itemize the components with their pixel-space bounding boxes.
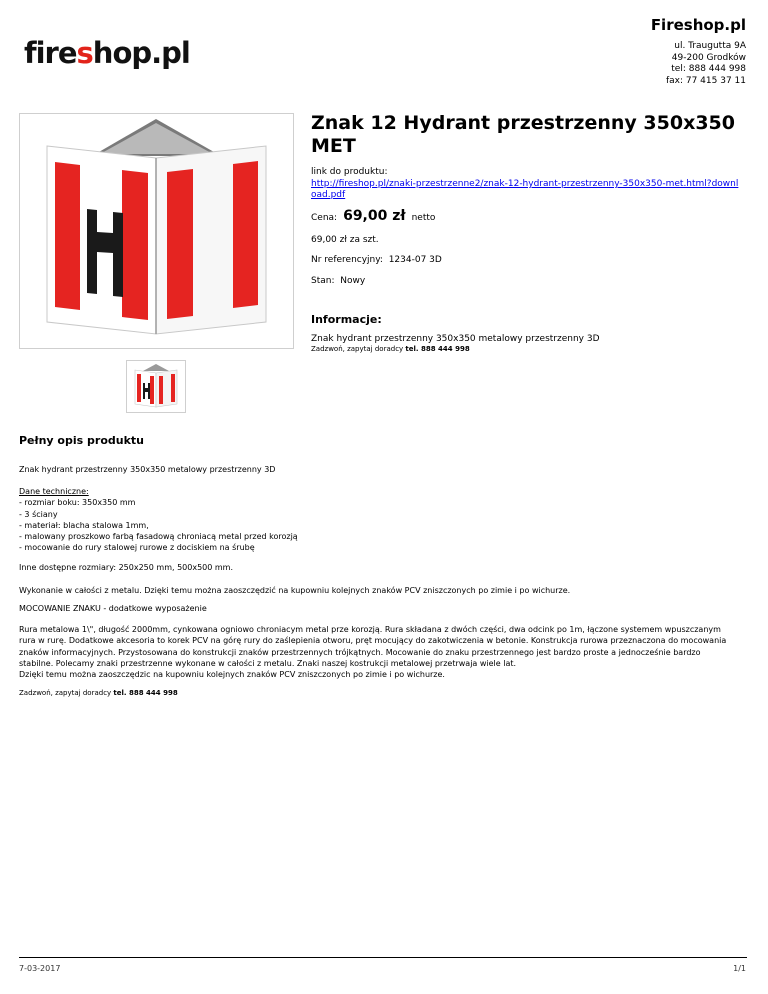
reference-number: [311, 255, 442, 265]
footer-divider: [19, 957, 747, 958]
mounting-line: Dzięki temu można zaoszczędzic na kupowniu kolejnych znaków PCV zniszczonych po zimie i po wichurze.: [19, 670, 445, 680]
tech-spec-line: - malowany proszkowo farbą fasadową chroniacą metal przed korozją: [19, 532, 298, 542]
tech-spec-line: - rozmiar boku: 350x350 mm: [19, 498, 136, 508]
price-row: [311, 208, 435, 224]
tech-spec-line: - materiał: blacha stalowa 1mm,: [19, 520, 149, 530]
description-intro: Znak hydrant przestrzenny 350x350 metalowy przestrzenny 3D: [19, 465, 276, 474]
description-call-phone: tel. 888 444 998: [113, 689, 178, 697]
shop-name: Fireshop.pl: [650, 16, 746, 34]
address-street: ul. Traugutta 9A: [674, 41, 746, 51]
reference-label: Nr referencyjny:: [311, 255, 383, 265]
mounting-line: stabilne. Polecamy znaki przestrzenne wykonane w całości z metalu. Znaki naszej kostrukcji metalowej przetrwaja wiele lat.: [19, 658, 517, 668]
available-sizes: Inne dostępne rozmiary: 250x250 mm, 500x500 mm.: [19, 563, 234, 572]
info-heading: Informacje:: [311, 313, 382, 326]
info-text: Znak hydrant przestrzenny 350x350 metalowy przestrzenny 3D: [311, 334, 600, 344]
condition-label: Stan:: [311, 276, 335, 286]
price-suffix: netto: [411, 213, 436, 223]
tech-spec-line: - mocowanie do rury stalowej rurowe z dociskiem na śrubę: [19, 543, 255, 553]
fireshop-logo[interactable]: [24, 36, 190, 70]
price-per-unit: 69,00 zł za szt.: [311, 235, 379, 245]
address-city: 49-200 Grodków: [671, 52, 746, 63]
footer-date: 7-03-2017: [19, 964, 61, 973]
product-link-label: link do produktu:: [311, 167, 388, 177]
mounting-line: rura w rurę. Dodatkowe akcesoria to korek PCV na górę rury do zaślepienia otworu, pręt mocujący do zakotwiczenia w betonie. Konstrukcja rurowa przeznaczona do mocowania: [19, 636, 727, 646]
address-phone: tel: 888 444 998: [671, 64, 746, 74]
info-call-phone: tel. 888 444 998: [405, 345, 470, 353]
mounting-heading: MOCOWANIE ZNAKU - dodatkowe wyposażenie: [19, 604, 207, 613]
price-label: Cena:: [311, 213, 338, 223]
logo-part-fire: fire: [24, 36, 77, 70]
mounting-line: znaków informacyjnych. Przystosowana do konstrukcji znaków przestrzennych trójkątnych. Mocowanie do znaku przestrzennego jest bardzo proste a jednocześnie bardzo: [19, 647, 701, 657]
shop-address: [666, 41, 746, 87]
description-heading: Pełny opis produktu: [19, 434, 144, 447]
logo-part-hop: hop.pl: [92, 36, 190, 70]
condition: [311, 276, 365, 286]
mounting-description: [19, 624, 747, 680]
footer-page-number: 1/1: [733, 964, 746, 973]
condition-value: Nowy: [340, 276, 366, 286]
address-fax: fax: 77 415 37 11: [665, 75, 746, 86]
product-link[interactable]: http://fireshop.pl/znaki-przestrzenne2/znak-12-hydrant-przestrzenny-350x350-met.html?download.pdf: [311, 179, 739, 200]
tech-specs: [19, 486, 747, 554]
info-call-line: [311, 345, 470, 353]
product-title: Znak 12 Hydrant przestrzenny 350x350 MET: [311, 112, 735, 157]
thumbnail-hydrant-icon: [127, 361, 185, 412]
reference-value: 1234-07 3D: [388, 255, 442, 265]
mounting-line: Rura metalowa 1\", długość 2000mm, cynkowana ogniowo chroniacym metal prze korozją. Rura składana z dwóch części, dwa odcink po 1m, łączone systemem wpuszczanym: [19, 625, 721, 634]
logo-part-s: s: [76, 36, 93, 70]
tech-spec-line: - 3 ściany: [19, 509, 58, 519]
tech-specs-heading: Dane techniczne:: [19, 487, 89, 496]
description-call-text: Zadzwoń, zapytaj doradcy: [19, 689, 112, 697]
price-value: 69,00 zł: [343, 208, 406, 224]
description-call-line: [19, 689, 178, 697]
hydrant-sign-illustration: [20, 114, 293, 348]
product-image[interactable]: [19, 113, 294, 349]
metal-note: Wykonanie w całości z metalu. Dzięki temu można zaoszczędzić na kupowniu kolejnych znaków PCV zniszczonych po zimie i po wichurze.: [19, 586, 571, 595]
product-thumbnail[interactable]: [126, 360, 186, 413]
info-call-text: Zadzwoń, zapytaj doradcy: [311, 345, 404, 353]
